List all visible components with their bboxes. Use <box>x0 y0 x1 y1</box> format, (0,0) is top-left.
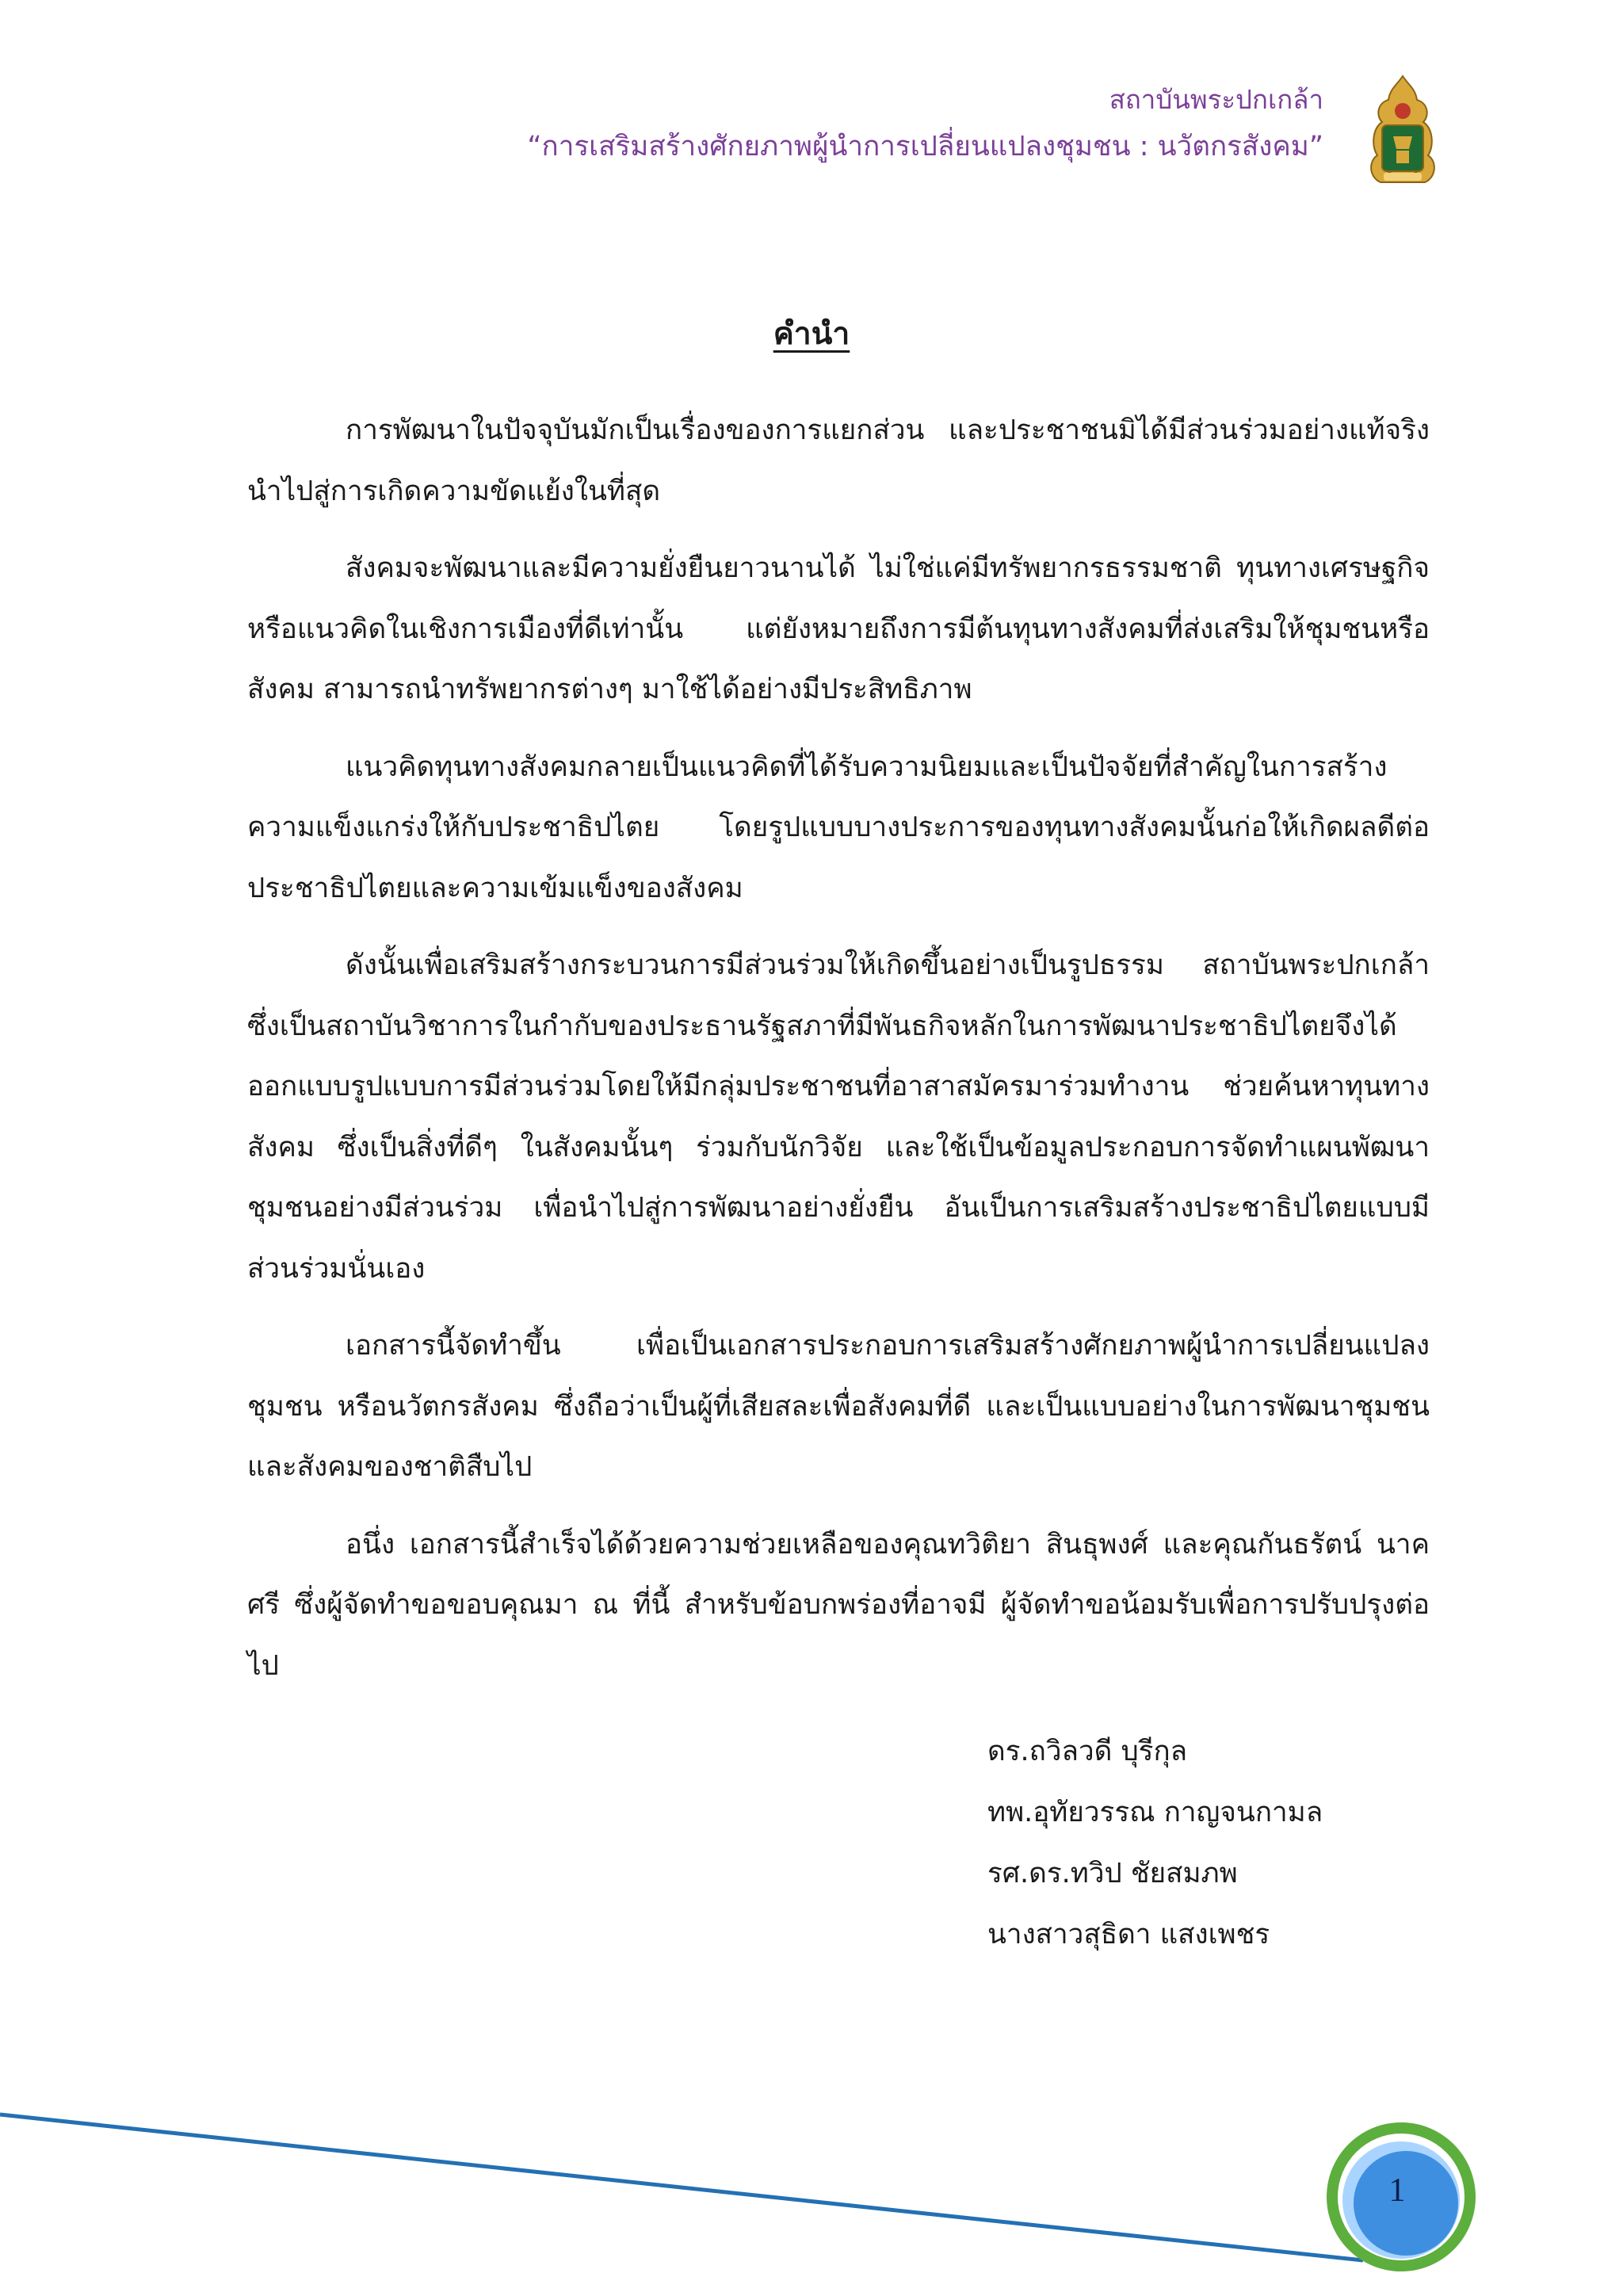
document-header <box>527 79 1323 170</box>
paragraph: แนวคิดทุนทางสังคมกลายเป็นแนวคิดที่ได้รับความนิยมและเป็นปัจจัยที่สำคัญในการสร้างความแข็งแกร่งให้กับประชาธิปไตย โดยรูปแบบบางประการของทุนทางสังคมนั้นก่อให้เกิดผลดีต่อประชาธิปไตยและความเข้มแข็งของสังคม <box>247 751 1430 904</box>
signature-name: นางสาวสุธิดา แสงเพชร <box>987 1919 1270 1950</box>
paragraph: อนึ่ง เอกสารนี้สำเร็จได้ด้วยความช่วยเหลือของคุณทวิติยา สินธุพงศ์ และคุณกันธรัตน์ นาคศรี ซึ่งผู้จัดทำขอขอบคุณมา ณ ที่นี้ สำหรับข้อบกพร่องที่อาจมี ผู้จัดทำขอน้อมรับเพื่อการปรับปรุงต่อไป <box>247 1528 1430 1682</box>
paragraph: ดังนั้นเพื่อเสริมสร้างกระบวนการมีส่วนร่วมให้เกิดขึ้นอย่างเป็นรูปธรรม สถาบันพระปกเกล้าซึ่งเป็นสถาบันวิชาการในกำกับของประธานรัฐสภาที่มีพันธกิจหลักในการพัฒนาประชาธิปไตยจึงได้ออกแบบรูปแบบการมีส่วนร่วมโดยให้มีกลุ่มประชาชนที่อาสาสมัครมาร่วมทำงาน ช่วยค้นหาทุนทางสังคม ซึ่งเป็นสิ่งที่ดีๆ ในสังคมนั้นๆ ร่วมกับนักวิจัย และใช้เป็นข้อมูลประกอบการจัดทำแผนพัฒนาชุมชนอย่างมีส่วนร่วม เพื่อนำไปสู่การพัฒนาอย่างยั่งยืน อันเป็นการเสริมสร้างประชาธิปไตยแบบมีส่วนร่วมนั่นเอง <box>247 949 1430 1285</box>
page-number: 1 <box>1388 2172 1406 2209</box>
signature-block <box>987 1721 1323 1966</box>
header-organization: สถาบันพระปกเกล้า <box>1109 84 1323 115</box>
signature-name: รศ.ดร.ทวิป ชัยสมภพ <box>987 1858 1238 1889</box>
document-title: คำนำ <box>773 316 850 352</box>
header-subtitle: “การเสริมสร้างศักยภาพผู้นำการเปลี่ยนแปลงชุมชน : นวัตกรสังคม” <box>527 131 1323 162</box>
paragraph: เอกสารนี้จัดทำขึ้น เพื่อเป็นเอกสารประกอบการเสริมสร้างศักยภาพผู้นำการเปลี่ยนแปลงชุมชน หรือนวัตกรสังคม ซึ่งถือว่าเป็นผู้ที่เสียสละเพื่อสังคมที่ดี และเป็นแบบอย่างในการพัฒนาชุมชนและสังคมของชาติสืบไป <box>247 1330 1430 1483</box>
signature-name: ดร.ถวิลวดี บุรีกุล <box>987 1736 1188 1767</box>
signature-name: ทพ.อุทัยวรรณ กาญจนกามล <box>987 1797 1323 1828</box>
institute-emblem-icon <box>1365 73 1441 190</box>
paragraph: สังคมจะพัฒนาและมีความยั่งยืนยาวนานได้ ไม่ใช่แค่มีทรัพยากรธรรมชาติ ทุนทางเศรษฐกิจ หรือแนวคิดในเชิงการเมืองที่ดีเท่านั้น แต่ยังหมายถึงการมีต้นทุนทางสังคมที่ส่งเสริมให้ชุมชนหรือสังคม สามารถนำทรัพยากรต่างๆ มาใช้ได้อย่างมีประสิทธิภาพ <box>247 552 1430 705</box>
document-body <box>247 400 1430 1713</box>
paragraph: การพัฒนาในปัจจุบันมักเป็นเรื่องของการแยกส่วน และประชาชนมิได้มีส่วนร่วมอย่างแท้จริง นำไปสู่การเกิดความขัดแย้งในที่สุด <box>247 415 1430 507</box>
